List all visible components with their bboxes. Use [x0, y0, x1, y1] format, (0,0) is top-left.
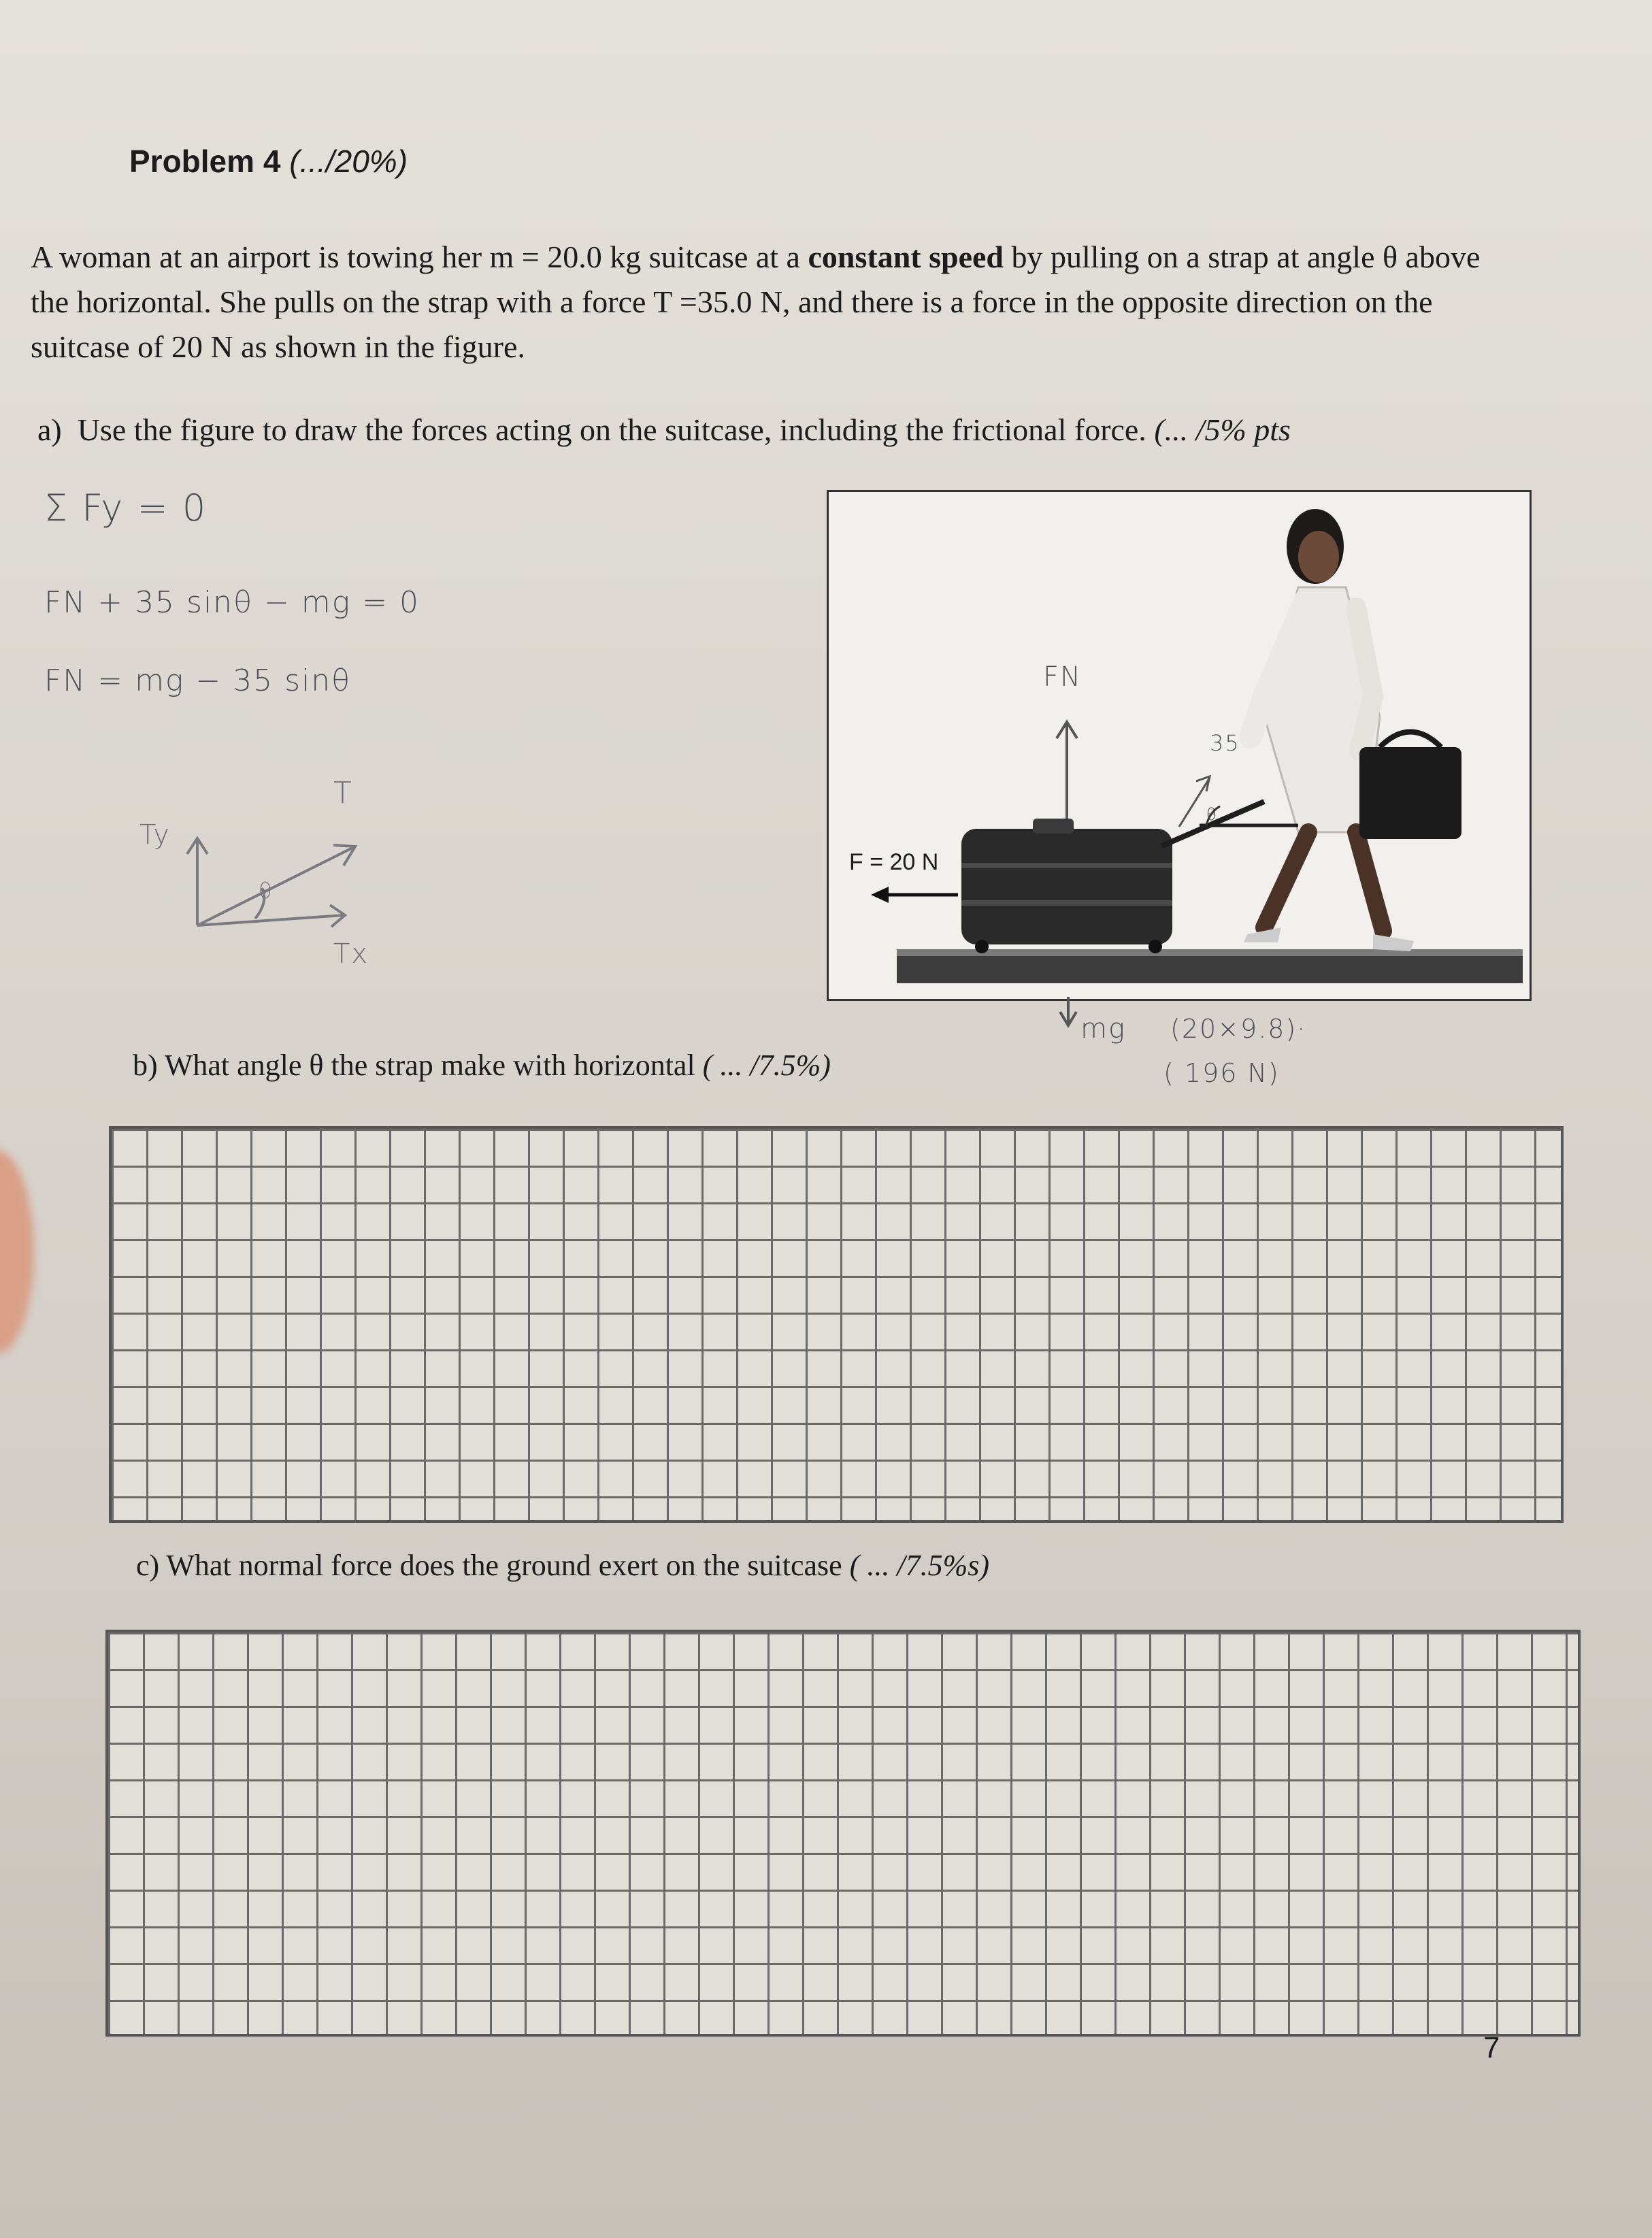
handwritten-strap-arrow: [1179, 776, 1210, 827]
weight-value: ( 196 N): [1163, 1058, 1280, 1088]
friction-force-arrow: [871, 887, 958, 903]
handwritten-strap-force: 35: [1210, 730, 1240, 756]
statement-line-2: the horizontal. She pulls on the strap with a force T =35.0 N, and there is a force in the opposite direction on the: [31, 284, 1433, 319]
part-c-question: [136, 1548, 989, 1583]
friction-force-label: F = 20 N: [849, 849, 939, 875]
part-a-score: (... /5% pts: [1154, 412, 1291, 447]
weight-calculation: (20×9.8)·: [1170, 1014, 1307, 1044]
normal-force-solution-equation: FN = mg − 35 sinθ: [44, 663, 352, 698]
weight-arrow: [1060, 997, 1076, 1025]
part-b-text: b) What angle θ the strap make with horizontal: [133, 1049, 695, 1082]
part-a-label: a): [37, 412, 62, 447]
sketch-tx-label: Tx: [333, 938, 369, 970]
problem-title: Problem 4: [129, 144, 281, 179]
statement-line-3: suitcase of 20 N as shown in the figure.: [31, 329, 525, 364]
problem-score: (.../20%): [289, 144, 408, 179]
sketch-ty-label: Ty: [139, 819, 171, 851]
part-c-score: ( ... /7.5%s): [849, 1549, 990, 1582]
ground-edge: [897, 949, 1523, 956]
part-c-text: c) What normal force does the ground exert on the suitcase: [136, 1549, 842, 1582]
suitcase-figure: [827, 490, 1532, 1001]
answer-grid-c[interactable]: [105, 1630, 1581, 2037]
constant-speed-emphasis: constant speed: [808, 240, 1004, 274]
angle-theta-label: θ: [1206, 805, 1218, 824]
normal-force-balance-equation: FN + 35 sinθ − mg = 0: [44, 585, 420, 620]
sketch-angle-label: θ: [259, 878, 274, 904]
part-b-question: [133, 1048, 831, 1083]
woman: [1244, 509, 1414, 951]
sketch-t-label: T: [333, 776, 353, 810]
part-a-text: Use the figure to draw the forces acting on the suitcase, including the frictional force.: [77, 412, 1146, 447]
sum-fy-equation: Σ Fy = 0: [44, 487, 208, 529]
answer-grid-b[interactable]: [109, 1126, 1564, 1523]
ground: [897, 955, 1523, 983]
part-b-score: ( ... /7.5%): [702, 1049, 831, 1082]
page-number: 7: [1483, 2031, 1500, 2064]
statement-line-1-start: A woman at an airport is towing her m = 20.0 kg suitcase at a: [31, 240, 808, 274]
suitcase: [961, 819, 1172, 953]
statement-line-1-end: by pulling on a strap at angle θ above: [1004, 240, 1481, 274]
figure-illustration: [829, 492, 1530, 999]
handwritten-normal-force-label: FN: [1043, 661, 1082, 693]
handbag: [1359, 732, 1461, 840]
weight-mg-label: mg: [1080, 1013, 1126, 1044]
handwritten-normal-force-arrow: [1057, 722, 1077, 819]
handwritten-weight-annotation: [1048, 997, 1456, 1106]
